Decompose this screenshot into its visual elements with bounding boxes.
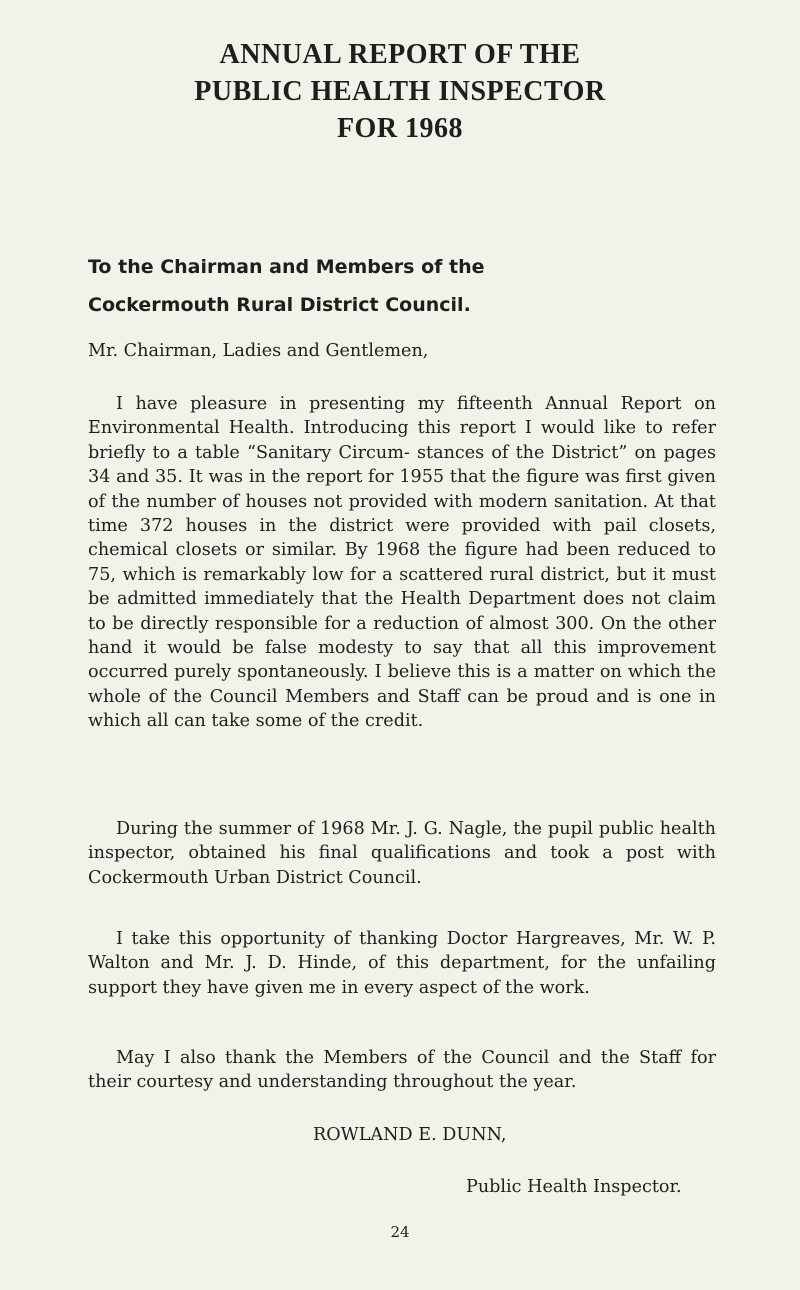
address-block [88, 248, 485, 324]
paragraph-thanks-staff: I take this opportunity of thanking Doctor Hargreaves, Mr. W. P. Walton and Mr. J. D. Hinde, of this department, for the unfailing support they have given me in every aspect of the work. [88, 929, 716, 998]
title-line-2: PUBLIC HEALTH INSPECTOR [194, 76, 606, 107]
paragraph-sanitation: I have pleasure in presenting my fifteenth Annual Report on Environmental Health. Introducing this report I would like to refer briefly to a table “Sanitary Circum- stances of the District” on pages 34 and 35. It was in the report for 1955 that the figure was first given of the number of houses not provided with modern sanitation. At that time 372 houses in the district were provided with pail closets, chemical closets or similar. By 1968 the figure had been reduced to 75, which is remarkably low for a scattered rural district, but it must be admitted immediately that the Health Department does not claim to be directly responsible for a reduction of almost 300. On the other hand it would be false modesty to say that all this improvement occurred purely spontaneously. I believe this is a matter on which the whole of the Council Members and Staff can be proud and is one in which all can take some of the credit. [88, 394, 716, 732]
signature-name: ROWLAND E. DUNN, [313, 1125, 507, 1145]
address-line-1: To the Chairman and Members of the [88, 256, 485, 278]
address-line-2: Cockermouth Rural District Council. [88, 294, 471, 316]
title-line-3: FOR 1968 [336, 113, 464, 144]
paragraph-staff-change: During the summer of 1968 Mr. J. G. Nagle, the pupil public health inspector, obtained his final qualifications and took a post with Cockermouth Urban District Council. [88, 819, 716, 888]
page-number: 24 [390, 1223, 410, 1241]
title-line-1: ANNUAL REPORT OF THE [219, 39, 581, 70]
salutation: Mr. Chairman, Ladies and Gentlemen, [88, 341, 429, 361]
paragraph-thanks-council: May I also thank the Members of the Council and the Staff for their courtesy and understanding throughout the year. [88, 1048, 716, 1093]
signature-title: Public Health Inspector. [466, 1177, 682, 1197]
report-title [0, 36, 800, 147]
